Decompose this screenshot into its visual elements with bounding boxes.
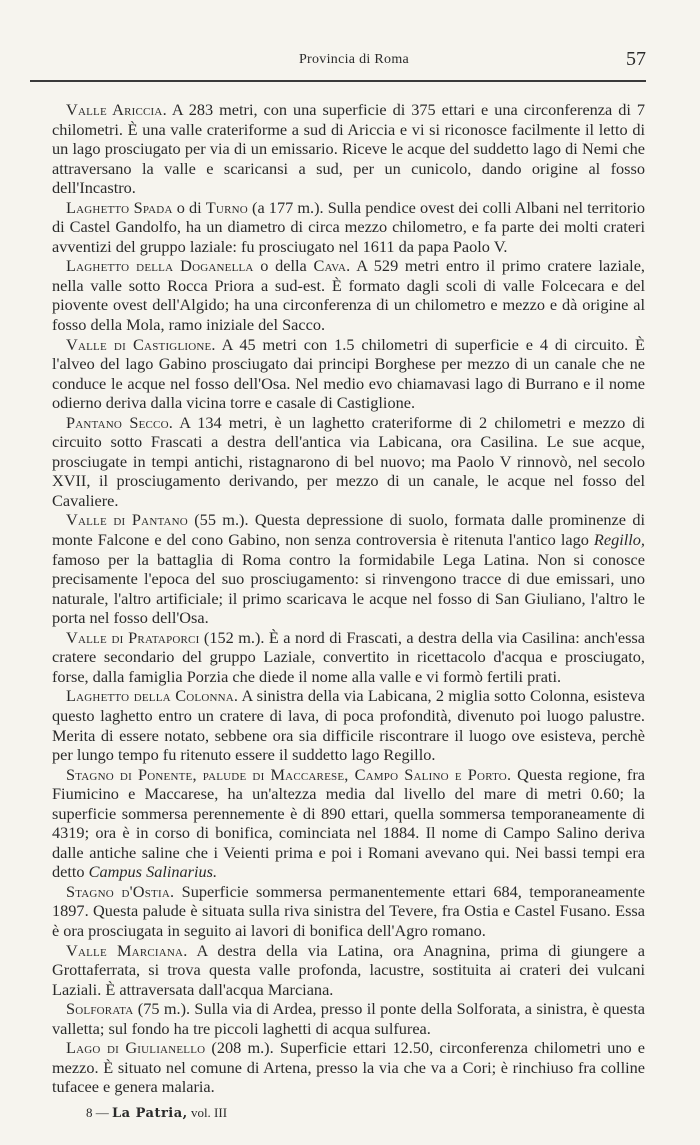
running-header [60,50,648,76]
entry-text: (75 m.). Sulla via di Ardea, presso il ponte della Solforata, a sinistra, è questa valletta; sul fondo ha tre piccoli laghetti di acqua sulfurea. [52,999,645,1038]
entry-stagno-ponente [52,765,645,882]
entry-stagno-ostia [52,882,645,941]
entry-heading: Stagno di Ponente, palude di Maccarese, Campo Salino e Porto. [66,764,512,784]
entry-heading: Stagno d'Ostia. [66,881,175,901]
entry-heading: Pantano Secco. [66,412,174,432]
running-title: Provincia di Roma [298,52,410,67]
entry-heading: Valle di Pantano [66,510,188,530]
entry-heading: Laghetto della Doganella [66,256,254,276]
entry-valle-pantano [52,510,645,627]
page-number: 57 [626,48,646,70]
header-rule [30,80,646,82]
entry-valle-ariccia [52,100,645,198]
entry-text: Superficie sommersa permanentemente ettari 684, temporaneamente 1897. Questa palude è situata sulla riva sinistra del Tevere, fra Ostia e Castel Fusano. Essa è ora prosciugata in seguito ai lavori di bonifica dell'Agro romano. [52,881,645,940]
body-text [52,100,645,1097]
entry-text: (55 m.). Questa depressione di suolo, formata dalle prominenze di monte Falcone e del cono Gabino, non senza controversia è ritenuta l'antico lago [52,510,646,550]
entry-text: A 45 metri con 1.5 chilometri di superficie e 4 di circuito. È l'alveo del lago Gabino prosciugato dai principi Borghese per mezzo di un canale che ne conduce le acque nel fosso dell'Osa. Nel medio evo chiamavasi lago di Burrano e il nome odierno deriva dalla vicina torre e casale di Castiglione. [52,334,645,413]
entry-text: o della [253,256,314,276]
entry-heading: Laghetto della Colonna. [66,686,239,706]
entry-text: A 134 metri, è un laghetto crateriforme di 2 chilometri e mezzo di circuito sotto Frascati a destra dell'antica via Labicana, ora Casilina. Le sue acque, prosciugate in tempi antichi, ristagnarono di bel nuovo; ma Paolo V rinnovò, nel secolo XVII, il prosciugamento derivando, per mezzo di un canale, le acque nel fosso del Cavaliere. [52,412,645,510]
footer-volume: vol. III [190,1105,228,1120]
entry-text: famoso per la battaglia di Roma contro la formidabile Lega Latina. Non si conosce precisamente l'epoca del suo prosciugamento: si rinvengono tracce di due emissari, uno naturale, l'altro artificiale; il primo scaricava le acque nel fosso di San Giuliano, l'altro le porta nel fosso dell'Osa. [52,549,645,628]
signature-mark: 8 — [86,1105,109,1120]
entry-heading-alt: Turno [205,197,248,217]
entry-heading: Solforata [66,999,134,1019]
entry-laghetto-colonna [52,686,645,764]
entry-heading: Lago di Giulianello [66,1038,206,1058]
entry-valle-marciana [52,941,645,1000]
entry-text: o di [172,197,206,217]
entry-italic: Campus Salinarius. [88,862,218,882]
entry-solforata [52,999,645,1038]
entry-heading: Valle di Prataporci [66,627,200,647]
entry-text: Questa regione, fra Fiumicino e Maccarese, ha un'altezza media dal livello del mare di metri 0.60; la superficie sommersa perennemente è di 890 ettari, quella sommersa temporaneamente di 4319; ora è in corso di bonifica, cominciata nel 1884. Il nome di Campo Salino deriva dalle antiche saline che i Veienti prima e poi i Romani avevano qui. Nei bassi tempi era detto [52,764,645,882]
entry-text: (152 m.). È a nord di Frascati, a destra della via Casilina: anch'essa cratere secondario del gruppo Laziale, convertito in ricettacolo d'acqua e prosciugato, forse, dalla famiglia Porzia che diede il nome alla valle e vi formò fertili prati. [52,627,645,686]
entry-heading: Valle Marciana. [66,940,188,960]
entry-text: A 283 metri, con una superficie di 375 ettari e una circonferenza di 7 chilometri. È una valle crateriforme a sud di Ariccia e vi si riconosce facilmente il letto di un lago prosciugato per via di un emissario. Riceve le acque del suddetto lago di Nemi che attraversano la valle e scaricansi a sud, per un cunicolo, dando origine al fosso dell'Incastro. [52,100,645,198]
entry-heading: Laghetto Spada [66,197,173,217]
entry-valle-castiglione [52,335,645,413]
entry-heading: Valle Ariccia. [66,100,167,119]
entry-text: A destra della via Latina, ora Anagnina, prima di giungere a Grottaferrata, si trova questa valle profonda, lacustre, sostituita ai crateri dei vulcani Laziali. È attraversata dall'acqua Marciana. [52,940,645,999]
entry-text: A 529 metri entro il primo cratere laziale, nella valle sotto Rocca Priora a sud-est. È formato dagli scoli di valle Folcecara e del piovente ovest dell'Algido; ha una circonferenza di un chilometro e mezzo e dà origine al fosso della Mola, ramo iniziale del Sacco. [52,256,646,335]
entry-italic: Regillo, [593,530,645,550]
entry-pantano-secco [52,413,645,511]
entry-laghetto-spada [52,198,645,257]
entry-lago-giulianello [52,1038,645,1097]
entry-laghetto-doganella [52,256,645,334]
entry-valle-prataporci [52,628,645,687]
entry-text: (208 m.). Superficie ettari 12.50, circonferenza chilometri uno e mezzo. È situato nel comune di Artena, presso la via che va a Cori; è rinchiuso fra colline tufacee e genera malaria. [52,1038,646,1097]
signature-footer [86,1105,227,1121]
entry-text: (a 177 m.). Sulla pendice ovest dei colli Albani nel territorio di Castel Gandolfo, ha un diametro di circa mezzo chilometro, e fa parte dei molti crateri avventizi del gruppo laziale: fu prosciugato nel 1611 da papa Paolo V. [52,197,645,256]
entry-heading-alt: Cava. [313,256,351,276]
footer-title: La Patria, [112,1106,188,1121]
entry-heading: Valle di Castiglione. [66,334,216,354]
entry-text: A sinistra della via Labicana, 2 miglia sotto Colonna, esisteva questo laghetto entro un cratere di lava, di poca profondità, divenuto poi luogo palustre. Merita di essere notato, sebbene ora sia difficile riscontrare il luogo ove esisteva, perchè per lungo tempo fu ritenuto essere il suddetto lago Regillo. [52,686,645,765]
